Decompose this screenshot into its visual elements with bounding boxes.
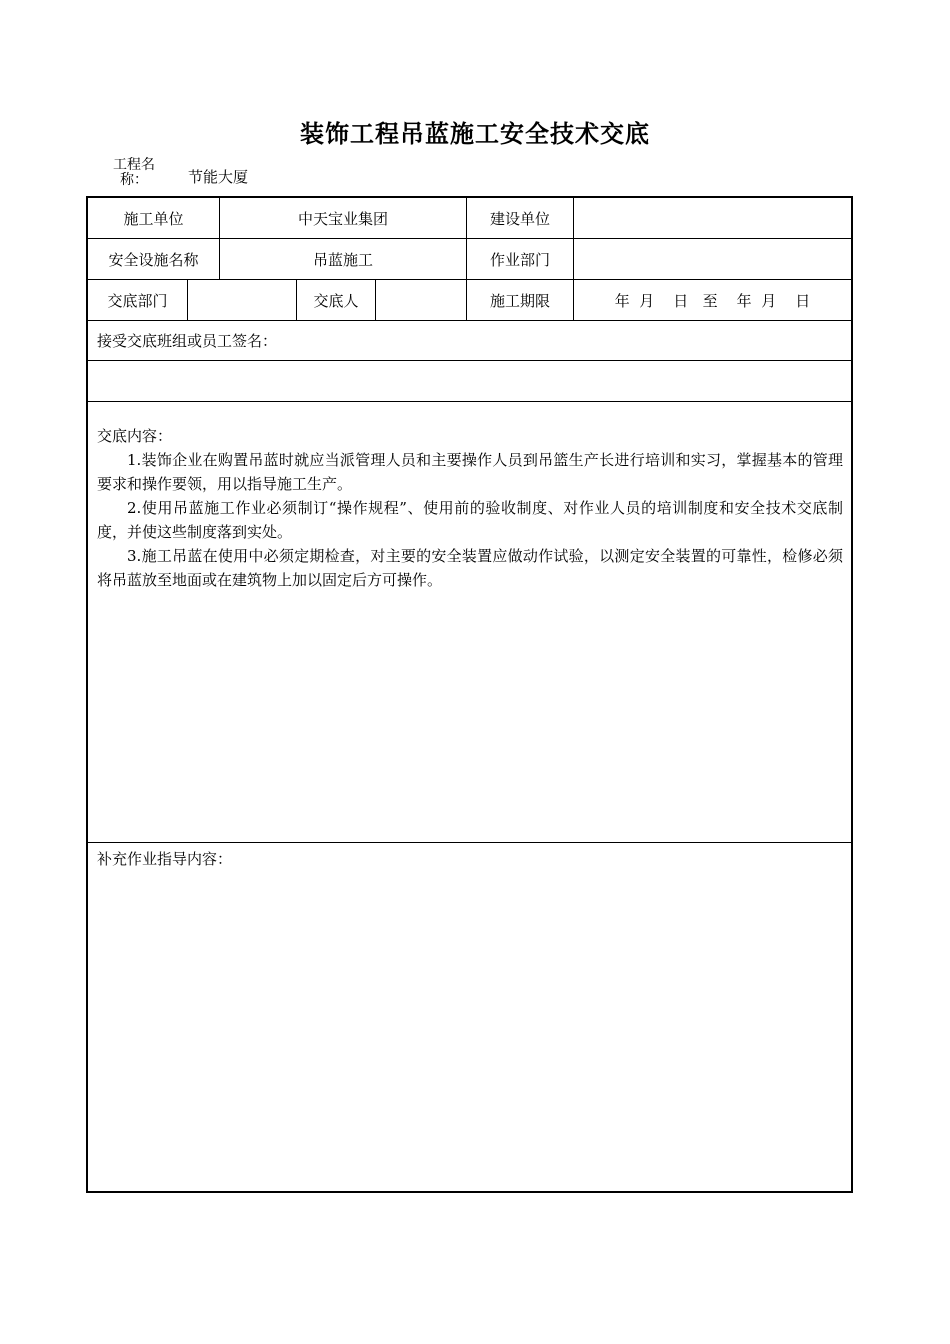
content-item: 2.使用吊蓝施工作业必须制订“操作规程”、使用前的验收制度、对作业人员的培训制度和安全技术交底制度，并使这些制度落到实处。 xyxy=(97,499,843,541)
safety-facility-value: 吊蓝施工 xyxy=(312,250,373,269)
row-divider xyxy=(88,401,851,402)
content-item: 3.施工吊蓝在使用中必须定期检查，对主要的安全装置应做动作试验，以测定安全装置的可靠性，检修必须将吊蓝放至地面或在建筑物上加以固定后方可操作。 xyxy=(97,547,843,589)
project-name-value: 节能大厦 xyxy=(188,168,249,186)
disclosure-form xyxy=(86,196,853,1193)
construction-unit-label: 施工单位 xyxy=(123,209,184,228)
work-department-value xyxy=(574,239,851,279)
row-divider xyxy=(88,842,851,843)
construction-unit-value: 中天宝业集团 xyxy=(297,209,388,228)
safety-facility-label: 安全设施名称 xyxy=(108,250,199,269)
disclosure-department-label: 交底部门 xyxy=(107,291,168,310)
construction-period-value: 年 月 日 至 年 月 日 xyxy=(614,291,811,310)
signature-label: 接受交底班组或员工签名： xyxy=(97,332,278,350)
content-heading: 交底内容： xyxy=(97,427,173,445)
construction-period-label: 施工期限 xyxy=(489,291,550,310)
disclosure-content xyxy=(97,424,843,592)
disclosure-department-value xyxy=(188,280,296,320)
discloser-label: 交底人 xyxy=(313,291,359,310)
content-item: 1.装饰企业在购置吊蓝时就应当派管理人员和主要操作人员到吊篮生产长进行培训和实习，掌握基本的管理要求和操作要领，用以指导施工生产。 xyxy=(97,451,843,493)
work-department-label: 作业部门 xyxy=(489,250,550,269)
signature-area xyxy=(88,361,851,401)
developer-unit-value xyxy=(574,198,851,238)
discloser-value xyxy=(376,280,466,320)
supplement-label: 补充作业指导内容： xyxy=(97,850,233,868)
developer-unit-label: 建设单位 xyxy=(489,209,550,228)
project-name-label: 工程名称： xyxy=(113,157,155,188)
page-title: 装饰工程吊蓝施工安全技术交底 xyxy=(300,119,650,148)
